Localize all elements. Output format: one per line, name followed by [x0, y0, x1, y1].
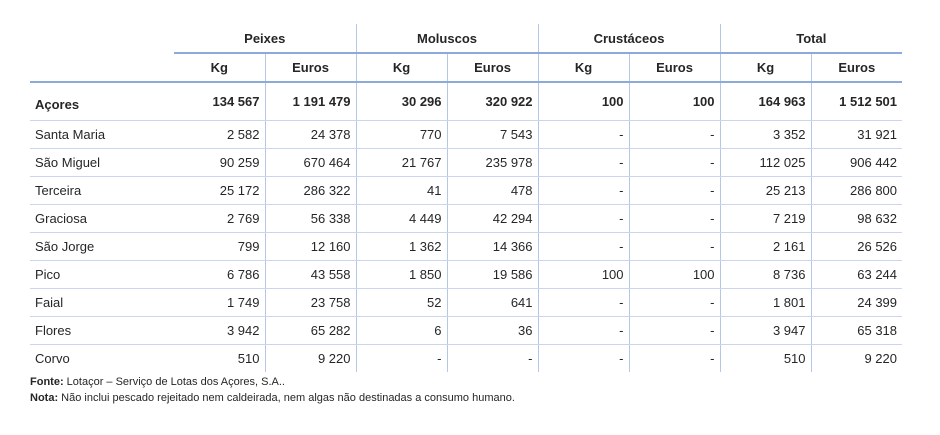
subheader-euros: Euros: [265, 53, 356, 82]
group-header-peixes: Peixes: [174, 24, 356, 53]
note-text: Não inclui pescado rejeitado nem caldeirada, nem algas não destinadas a consumo humano.: [58, 392, 515, 404]
table-cell: -: [629, 233, 720, 261]
table-cell: -: [538, 289, 629, 317]
subheader-kg: Kg: [538, 53, 629, 82]
table-cell: -: [629, 205, 720, 233]
table-cell: 3 352: [720, 121, 811, 149]
row-label: Faial: [30, 289, 174, 317]
row-label: São Miguel: [30, 149, 174, 177]
table-cell: -: [538, 317, 629, 345]
table-cell: 43 558: [265, 261, 356, 289]
row-label: Corvo: [35, 351, 70, 366]
table-cell: 906 442: [811, 149, 902, 177]
table-cell: 3 947: [720, 317, 811, 345]
table-cell: 9 220: [811, 345, 902, 373]
group-header-row: [30, 24, 902, 53]
table-notes: [30, 374, 900, 406]
subheader-kg: Kg: [174, 53, 265, 82]
subheader-euros: Euros: [811, 53, 902, 82]
table-cell: 52: [356, 289, 447, 317]
general-note: [30, 390, 900, 406]
table-cell: 1 850: [356, 261, 447, 289]
table-cell: 7 219: [720, 205, 811, 233]
subheader-euros: Euros: [447, 53, 538, 82]
row-label: Terceira: [30, 177, 174, 205]
fish-landings-table-container: [30, 24, 900, 406]
table-cell: 2 582: [174, 121, 265, 149]
table-cell: 641: [447, 289, 538, 317]
group-header-total: Total: [720, 24, 902, 53]
table-cell: 134 567: [174, 82, 265, 121]
table-cell: 510: [237, 351, 260, 366]
table-cell: 235 978: [447, 149, 538, 177]
table-cell: -: [629, 177, 720, 205]
table-row: [30, 289, 902, 317]
row-label: Flores: [30, 317, 174, 345]
table-cell: 4 449: [356, 205, 447, 233]
table-cell: 14 366: [447, 233, 538, 261]
group-header-moluscos: Moluscos: [356, 24, 538, 53]
table-cell: 26 526: [811, 233, 902, 261]
table-cell: 24 378: [265, 121, 356, 149]
source-note: [30, 374, 900, 390]
table-cell: 21 767: [356, 149, 447, 177]
table-cell: -: [538, 205, 629, 233]
table-cell: 112 025: [720, 149, 811, 177]
subheader-euros: Euros: [629, 53, 720, 82]
table-cell: 2 769: [174, 205, 265, 233]
row-label: Graciosa: [30, 205, 174, 233]
table-cell: 1 512 501: [811, 82, 902, 121]
table-cell: -: [538, 149, 629, 177]
fish-landings-table: [30, 24, 902, 372]
table-cell: 3 942: [174, 317, 265, 345]
row-label: Açores: [30, 82, 174, 121]
table-cell: 41: [356, 177, 447, 205]
table-cell: 6 786: [174, 261, 265, 289]
table-cell: 9 220: [265, 345, 356, 373]
table-cell: 19 586: [447, 261, 538, 289]
table-cell: 799: [174, 233, 265, 261]
table-cell: 8 736: [720, 261, 811, 289]
table-cell: 670 464: [265, 149, 356, 177]
table-cell: 56 338: [265, 205, 356, 233]
table-cell: 1 191 479: [265, 82, 356, 121]
table-cell: 2 161: [720, 233, 811, 261]
subheader-kg: Kg: [356, 53, 447, 82]
group-header-crustaceos: Crustáceos: [538, 24, 720, 53]
table-cell: -: [629, 317, 720, 345]
table-cell: 770: [356, 121, 447, 149]
table-cell: 25 213: [720, 177, 811, 205]
table-row: [30, 317, 902, 345]
table-cell: 12 160: [265, 233, 356, 261]
table-cell: 23 758: [265, 289, 356, 317]
note-label: Nota:: [30, 392, 59, 404]
table-cell: 286 800: [811, 177, 902, 205]
table-row: [30, 261, 902, 289]
table-cell: 478: [447, 177, 538, 205]
table-cell: 7 543: [447, 121, 538, 149]
table-cell: -: [538, 345, 629, 373]
table-cell: 25 172: [174, 177, 265, 205]
table-cell: 31 921: [811, 121, 902, 149]
table-cell: -: [538, 233, 629, 261]
table-row: [30, 233, 902, 261]
table-cell: 100: [538, 82, 629, 121]
table-cell: -: [629, 289, 720, 317]
source-text: Lotaçor – Serviço de Lotas dos Açores, S.A..: [63, 376, 285, 388]
table-row: [30, 149, 902, 177]
table-cell: -: [538, 121, 629, 149]
table-row: [30, 177, 902, 205]
subheader-kg: Kg: [720, 53, 811, 82]
table-cell: 6: [356, 317, 447, 345]
table-cell: 65 318: [811, 317, 902, 345]
table-cell: 100: [538, 261, 629, 289]
table-cell: 510: [720, 345, 811, 373]
row-label: Santa Maria: [30, 121, 174, 149]
table-body: [30, 82, 902, 372]
table-row: [30, 121, 902, 149]
table-cell: -: [629, 121, 720, 149]
table-cell: 65 282: [265, 317, 356, 345]
table-cell: 1 801: [720, 289, 811, 317]
corner-cell: [30, 24, 174, 53]
row-label: Pico: [30, 261, 174, 289]
table-row: [30, 345, 902, 373]
subheader-row: [30, 53, 902, 82]
table-cell: -: [629, 149, 720, 177]
table-cell: 24 399: [811, 289, 902, 317]
table-cell: 98 632: [811, 205, 902, 233]
table-row: [30, 205, 902, 233]
table-cell: 1 362: [356, 233, 447, 261]
table-cell: -: [538, 177, 629, 205]
source-label: Fonte:: [30, 376, 64, 388]
table-cell: 286 322: [265, 177, 356, 205]
table-cell: -: [629, 345, 720, 373]
table-cell: 36: [447, 317, 538, 345]
table-cell: 100: [629, 82, 720, 121]
table-cell: 63 244: [811, 261, 902, 289]
table-cell: 30 296: [356, 82, 447, 121]
table-cell: 320 922: [447, 82, 538, 121]
table-cell: 164 963: [720, 82, 811, 121]
table-cell: 42 294: [447, 205, 538, 233]
table-cell: -: [356, 345, 447, 373]
table-cell: 100: [629, 261, 720, 289]
table-cell: 1 749: [174, 289, 265, 317]
table-cell: 90 259: [174, 149, 265, 177]
total-row: [30, 82, 902, 121]
row-label: São Jorge: [30, 233, 174, 261]
subheader-corner: [30, 53, 174, 82]
table-cell: -: [447, 345, 538, 373]
